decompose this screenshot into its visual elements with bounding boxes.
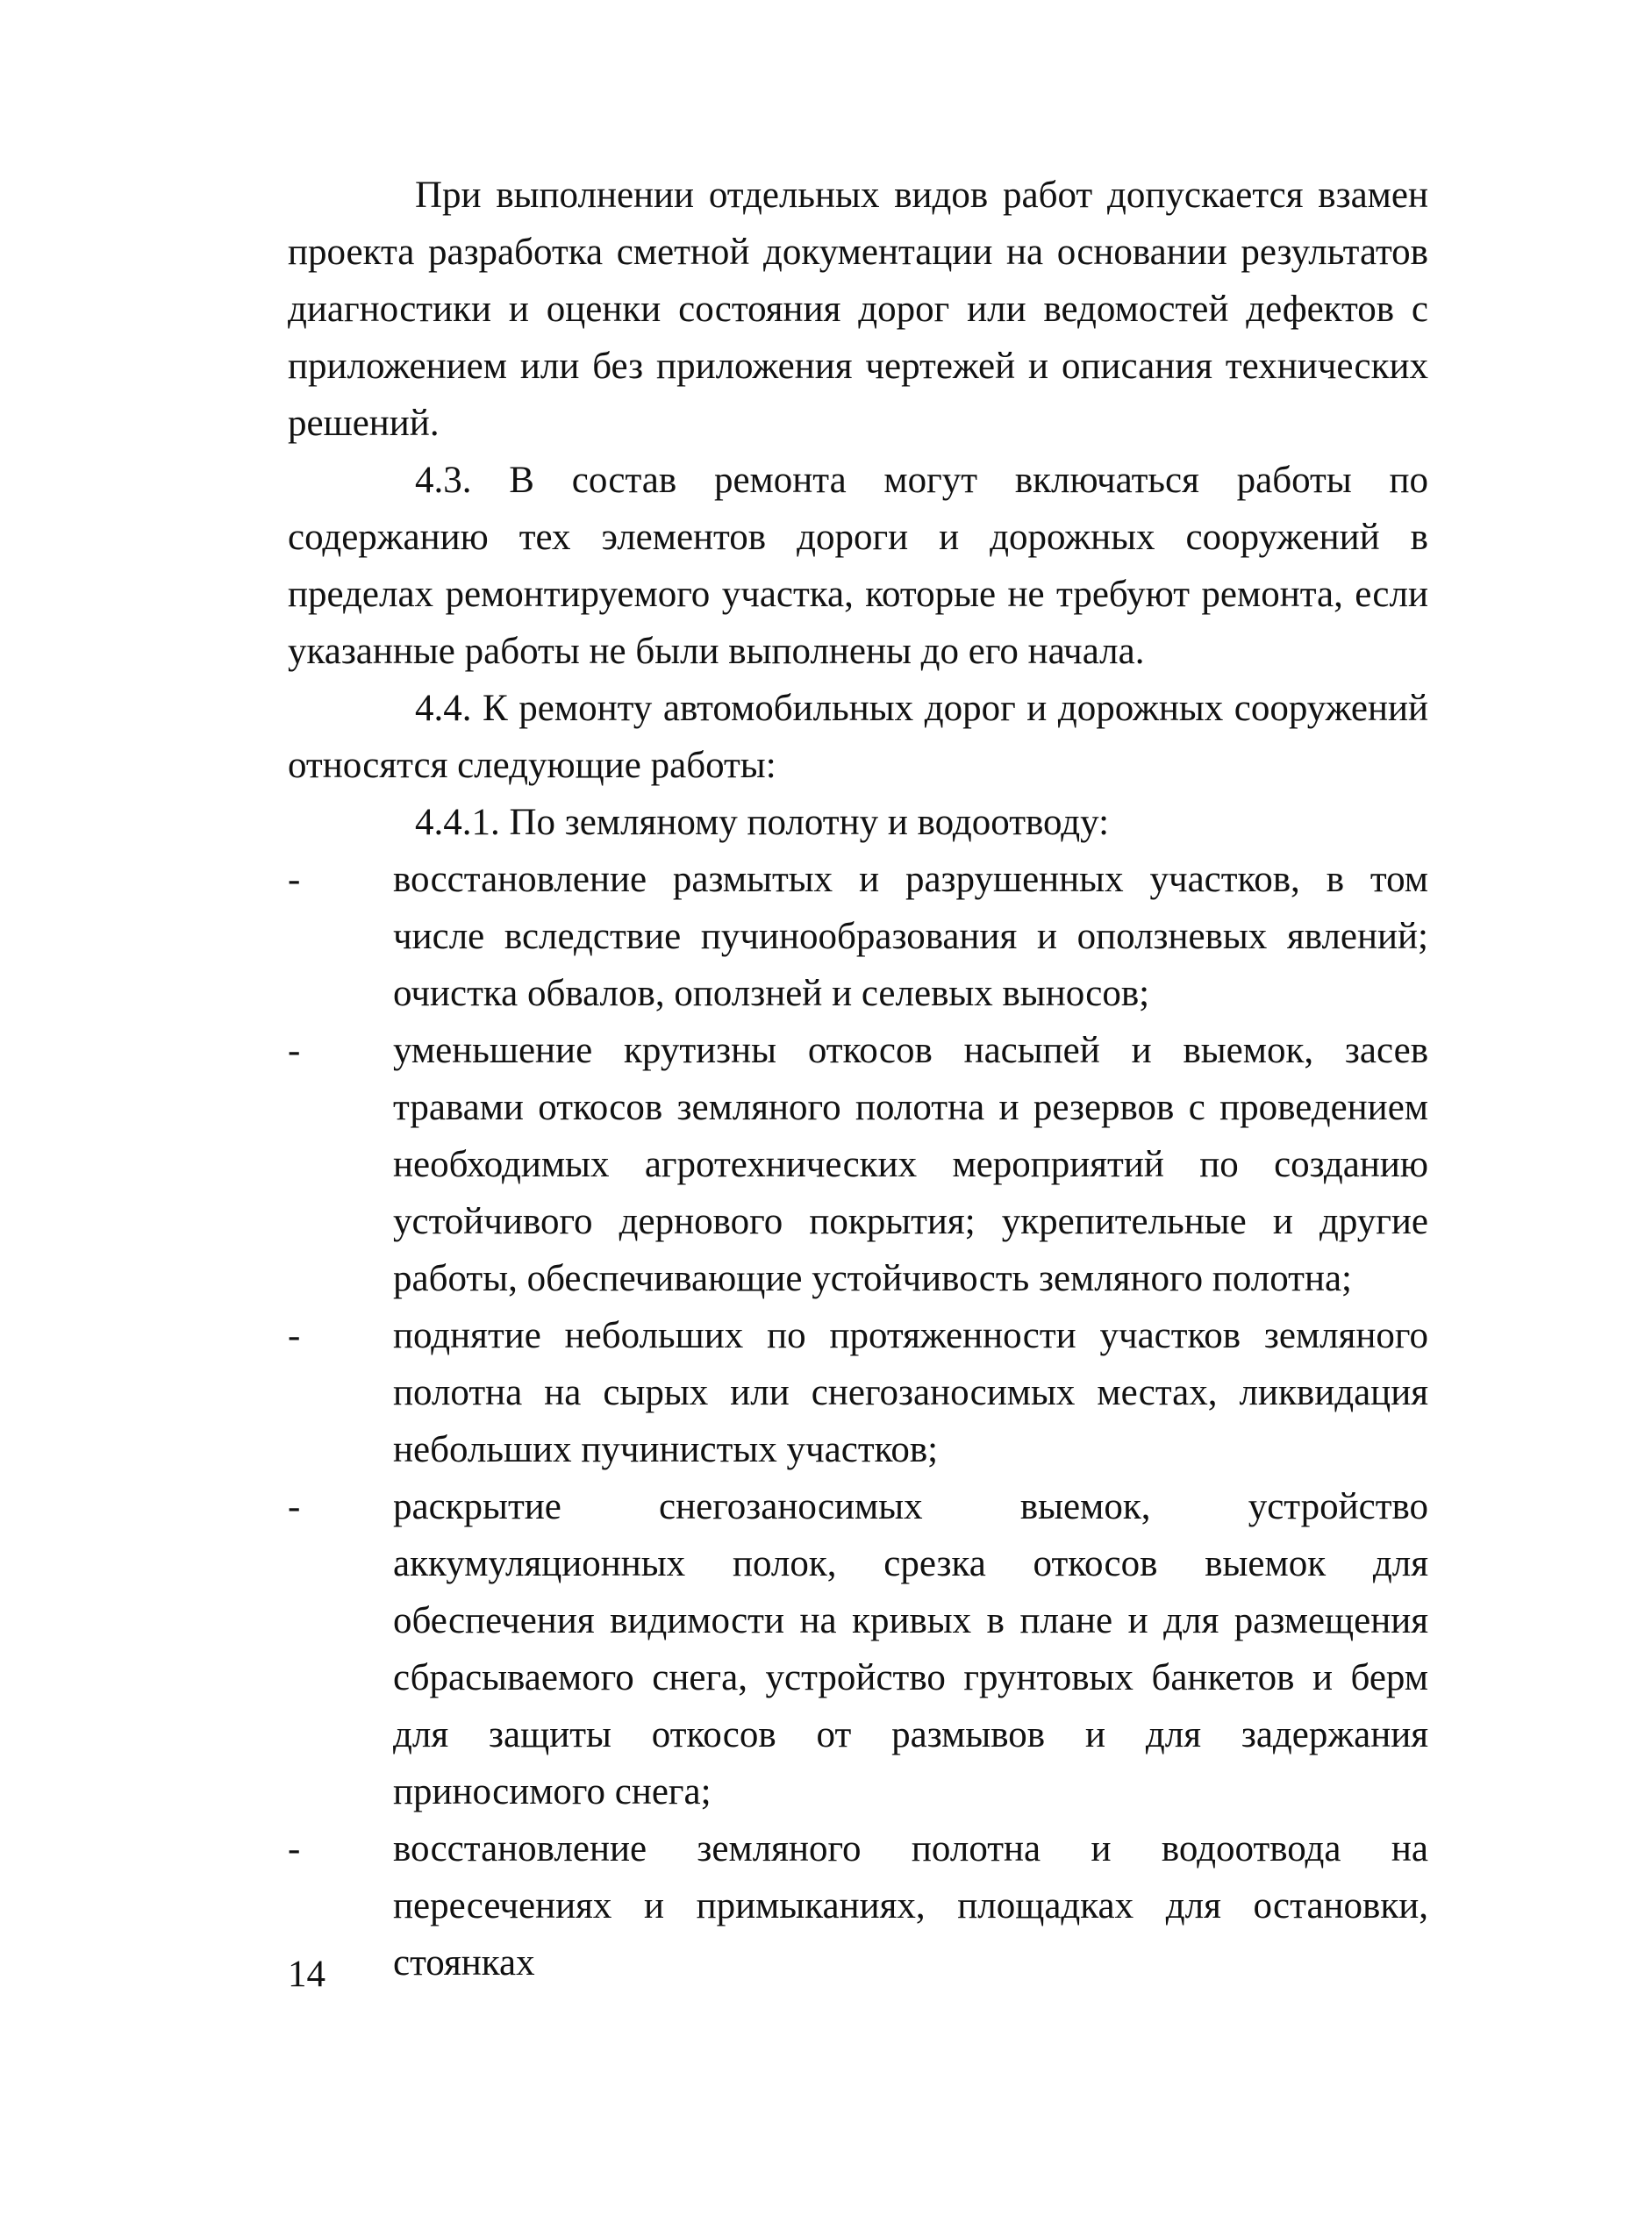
list-item-text: восстановление земляного полотна и водоотвода на пересечениях и примыканиях, площадках для остановки, стоянках bbox=[393, 1828, 1428, 1983]
heading-section-4-4-1: 4.4.1. По земляному полотну и водоотводу: bbox=[415, 802, 1110, 843]
works-list bbox=[288, 851, 1428, 1991]
paragraph: При выполнении отдельных видов работ допускается взамен проекта разработка сметной документации на основании результатов диагностики и оценки состояния дорог или ведомостей дефектов с приложением или без приложения чертежей и описания технических решений. bbox=[288, 175, 1428, 444]
page-number: 14 bbox=[288, 1954, 325, 1995]
document-body bbox=[288, 167, 1428, 1991]
list-item bbox=[288, 1820, 1428, 1991]
list-item-text: раскрытие снегозаносимых выемок, устройство аккумуляционных полок, срезка откосов выемок для обеспечения видимости на кривых в плане и для размещения сбрасываемого снега, устройство грунтовых банкетов и берм для защиты откосов от размывов и для задержания приносимого снега; bbox=[393, 1486, 1428, 1812]
list-item bbox=[288, 1022, 1428, 1307]
list-item-text: восстановление размытых и разрушенных участков, в том числе вследствие пучинообразования и оползневых явлений; очистка обвалов, оползней и селевых выносов; bbox=[393, 859, 1428, 1014]
paragraph-section-4-3: 4.3. В состав ремонта могут включаться работы по содержанию тех элементов дороги и дорожных сооружений в пределах ремонтируемого участка, которые не требуют ремонта, если указанные работы не были выполнены до его начала. bbox=[288, 460, 1428, 672]
bullet-dash: - bbox=[288, 1486, 301, 1527]
list-item bbox=[288, 1478, 1428, 1820]
paragraph-section-4-4: 4.4. К ремонту автомобильных дорог и дорожных сооружений относятся следующие работы: bbox=[288, 688, 1428, 786]
bullet-dash: - bbox=[288, 1315, 301, 1356]
bullet-dash: - bbox=[288, 1828, 301, 1869]
list-item bbox=[288, 1307, 1428, 1478]
list-item bbox=[288, 851, 1428, 1022]
bullet-dash: - bbox=[288, 1030, 301, 1071]
list-item-text: уменьшение крутизны откосов насыпей и выемок, засев травами откосов земляного полотна и резервов с проведением необходимых агротехнических мероприятий по созданию устойчивого дернового покрытия; укрепительные и другие работы, обеспечивающие устойчивость земляного полотна; bbox=[393, 1030, 1428, 1299]
bullet-dash: - bbox=[288, 859, 301, 900]
list-item-text: поднятие небольших по протяженности участков земляного полотна на сырых или снегозаносимых местах, ликвидация небольших пучинистых участков; bbox=[393, 1315, 1428, 1470]
